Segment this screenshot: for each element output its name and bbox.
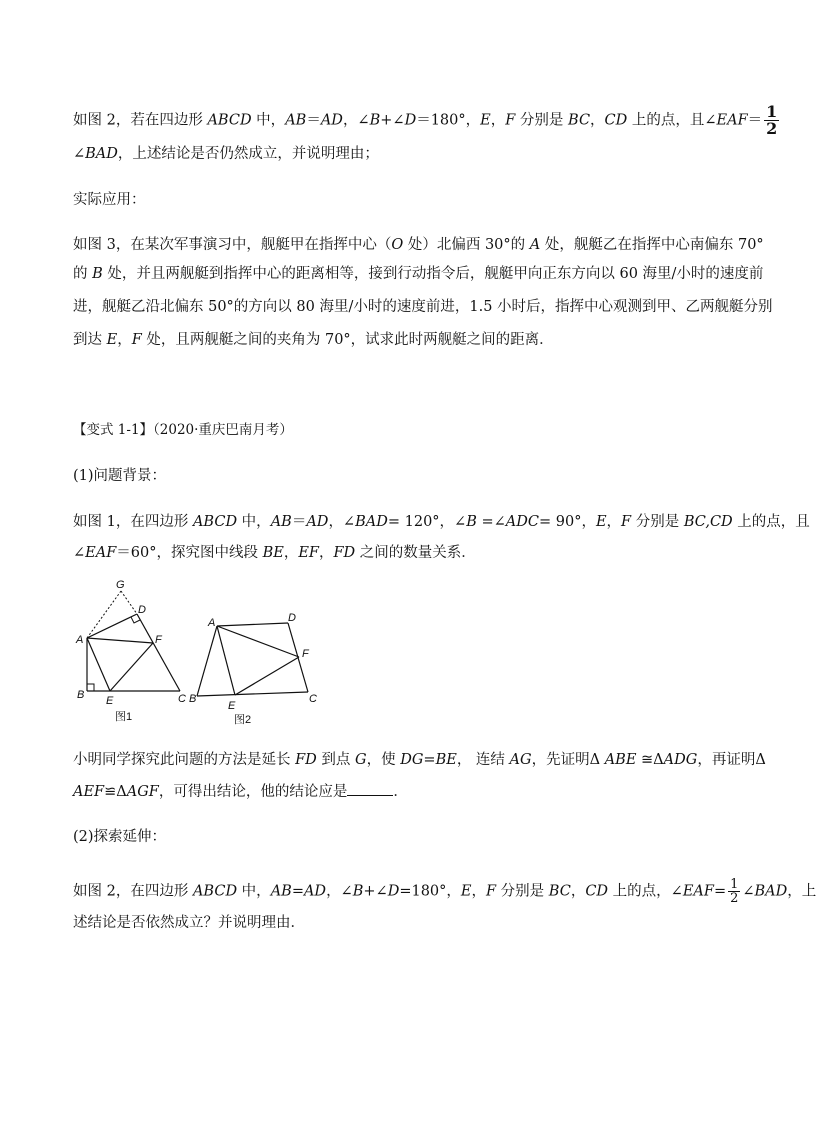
text: 分别是: [515, 112, 569, 129]
text: B: [466, 514, 477, 530]
text: 上的点，且∠: [627, 112, 717, 129]
text: 处，舰艇乙在指挥中心南偏东 70°: [540, 237, 764, 253]
text: =: [713, 883, 727, 900]
text: ＝: [306, 112, 321, 129]
text: 分别是: [631, 514, 684, 530]
label-F: F: [155, 634, 162, 646]
segment-AE: [217, 626, 235, 695]
text: = 90°，: [538, 514, 596, 530]
heading-practical: 实际应用：: [73, 192, 146, 208]
text: ， 连结: [456, 752, 510, 768]
q1-method-line2: [73, 781, 408, 802]
text: FD: [333, 545, 356, 561]
segment-GD-dashed: [121, 591, 137, 614]
text: 小明同学探究此问题的方法是延长: [73, 752, 296, 768]
text: CD: [604, 112, 628, 129]
variant-title: [73, 420, 293, 440]
fraction-half: [764, 104, 779, 137]
text: O: [391, 237, 404, 253]
fraction-numerator: 1: [766, 102, 778, 121]
text: EF: [298, 545, 319, 561]
fraction-half: [728, 878, 740, 905]
q1-line1: [73, 512, 810, 532]
text: ∠: [742, 883, 755, 900]
geometry-figures: [70, 576, 340, 726]
variant-label: 【变式 1-1】: [73, 422, 154, 438]
text: B: [369, 112, 381, 129]
text: AB=AD: [270, 883, 327, 900]
figure-1: [75, 579, 186, 723]
segment-AF: [87, 638, 153, 643]
label-A: A: [76, 634, 84, 646]
text: G: [355, 752, 367, 768]
figure-2-caption: 图2: [234, 714, 252, 726]
q1-line2: [73, 543, 476, 563]
p1-line2: [73, 144, 379, 164]
text: AG: [509, 752, 532, 768]
label-B: B: [189, 693, 197, 705]
text: ，使: [366, 752, 401, 768]
text: ＝60°，探究图中线段: [116, 545, 263, 561]
figure-1-caption: 图1: [115, 711, 133, 723]
answer-blank[interactable]: [347, 781, 393, 796]
label-A: A: [208, 617, 216, 629]
text: E: [595, 514, 607, 530]
text: F: [486, 883, 497, 900]
segment-AD: [87, 614, 137, 638]
text: BC: [548, 883, 571, 900]
text: BC: [568, 112, 591, 129]
text: 中，: [251, 112, 286, 129]
text: 到达: [73, 332, 107, 348]
text: 处，并且两舰艇到指挥中心的距离相等，接到行动指令后，舰艇甲向正东方向以 60 海里/小时的速度前: [102, 266, 764, 282]
text: ∠: [73, 146, 86, 162]
text: 分别是: [496, 883, 549, 900]
segment-AB: [197, 626, 217, 696]
segment-EF: [110, 643, 153, 691]
text: B: [92, 266, 103, 282]
text: ＝: [291, 514, 307, 530]
text: 如图 2，若在四边形: [73, 112, 208, 129]
q1-method-line1: [73, 750, 766, 770]
text: = 120°，∠: [387, 514, 467, 530]
label-E: E: [106, 695, 114, 707]
text: ，∠: [342, 112, 370, 129]
text: ∠: [73, 545, 86, 561]
text: 之间的数量关系．: [355, 545, 476, 561]
variant-source: （2020·重庆巴南月考）: [153, 422, 293, 438]
p2-line2: [73, 264, 763, 284]
text: EAF: [85, 545, 117, 561]
text: ＝180°，: [416, 112, 481, 129]
text: +∠: [380, 112, 405, 129]
text: ，: [319, 545, 334, 561]
label-C: C: [178, 693, 186, 705]
q2-line2: 述结论是否依然成立？并说明理由．: [73, 915, 305, 931]
text: B: [352, 883, 364, 900]
q2-line1: [73, 878, 816, 905]
text: EAF: [716, 112, 748, 129]
segment-EF: [235, 657, 299, 695]
text: BE: [262, 545, 284, 561]
text: 如图 1，在四边形: [73, 514, 193, 530]
text: D: [387, 883, 400, 900]
text: 上的点，∠: [608, 883, 683, 900]
text: AD: [306, 514, 329, 530]
text: ，: [590, 112, 605, 129]
text: EAF: [682, 883, 714, 900]
text: E: [106, 332, 118, 348]
label-B: B: [77, 689, 85, 701]
text: ，: [117, 332, 132, 348]
p2-line4: [73, 330, 554, 350]
label-D: D: [288, 612, 296, 624]
text: ＝: [747, 112, 763, 129]
text: ，: [283, 545, 299, 561]
q2-heading: (2)探索延伸：: [73, 829, 167, 845]
text: 如图 3，在某次军事演习中，舰艇甲在指挥中心（: [73, 237, 392, 253]
q1-heading: (1)问题背景：: [73, 468, 167, 484]
text: ，: [606, 514, 622, 530]
segment-AF: [217, 626, 299, 657]
text: A: [529, 237, 541, 253]
text: ，: [490, 112, 506, 129]
text: 中，: [237, 883, 271, 900]
segment-AE: [87, 638, 110, 691]
text: ，: [570, 883, 586, 900]
text: F: [621, 514, 632, 530]
text: =180°，: [399, 883, 461, 900]
text: 处，且两舰艇之间的夹角为 70°，试求此时两舰艇之间的距离．: [141, 332, 554, 348]
text: ，: [471, 883, 486, 900]
text: AGF: [126, 784, 159, 800]
text: ABCD: [192, 883, 238, 900]
text: ABE: [604, 752, 637, 768]
text: ABCD: [192, 514, 238, 530]
text: CD: [585, 883, 609, 900]
text: 到点: [316, 752, 356, 768]
text: AEF: [73, 784, 105, 800]
text: +∠: [363, 883, 388, 900]
figure-2: [189, 612, 317, 726]
fraction-denominator: 2: [766, 119, 778, 138]
text: ，∠: [328, 514, 356, 530]
text: 处）北偏西 30°的: [403, 237, 530, 253]
label-G: G: [116, 579, 125, 591]
label-E: E: [228, 700, 236, 712]
text: =∠: [476, 514, 506, 530]
text: ，先证明Δ: [531, 752, 605, 768]
text: ABCD: [207, 112, 252, 129]
text: F: [505, 112, 516, 129]
text: BAD: [355, 514, 388, 530]
text: D: [404, 112, 417, 129]
text: 中，: [237, 514, 271, 530]
p2-line3: 进，舰艇乙沿北偏东 50°的方向以 80 海里/小时的速度前进，1.5 小时后，指挥中心观测到甲、乙两舰艇分别: [73, 299, 773, 315]
text: ．: [393, 784, 408, 800]
text: AD: [320, 112, 343, 129]
text: E: [460, 883, 472, 900]
text: ，可得出结论，他的结论应是: [158, 784, 348, 800]
text: ，∠: [326, 883, 353, 900]
text: F: [131, 332, 142, 348]
segment-BC: [197, 692, 308, 696]
label-D: D: [138, 604, 146, 616]
text: FD: [295, 752, 317, 768]
segment-CD: [137, 614, 180, 691]
label-F: F: [302, 648, 309, 660]
text: ≌Δ: [104, 784, 127, 800]
text: 如图 2，在四边形: [73, 883, 193, 900]
text: ADG: [663, 752, 698, 768]
text: 上的点，且: [732, 514, 810, 530]
p2-line1: [73, 235, 764, 255]
text: AB: [270, 514, 292, 530]
text: DG=BE: [400, 752, 457, 768]
text: 的: [73, 266, 93, 282]
fraction-numerator: 1: [730, 877, 739, 892]
right-angle-B: [87, 684, 94, 691]
text: BAD: [85, 146, 118, 162]
text: AB: [285, 112, 307, 129]
text: E: [480, 112, 491, 129]
text: ADC: [505, 514, 539, 530]
text: ≅Δ: [636, 752, 664, 768]
segment-AD: [217, 623, 288, 626]
text: ，上: [787, 883, 816, 900]
text: BAD: [754, 883, 788, 900]
label-C: C: [309, 693, 317, 705]
p1-line1: [73, 104, 781, 137]
text: BC,CD: [683, 514, 733, 530]
text: ，上述结论是否仍然成立，并说明理由；: [117, 146, 379, 162]
text: ，再证明Δ: [697, 752, 766, 768]
segment-AG-dashed: [87, 591, 121, 638]
fraction-denominator: 2: [730, 891, 739, 906]
